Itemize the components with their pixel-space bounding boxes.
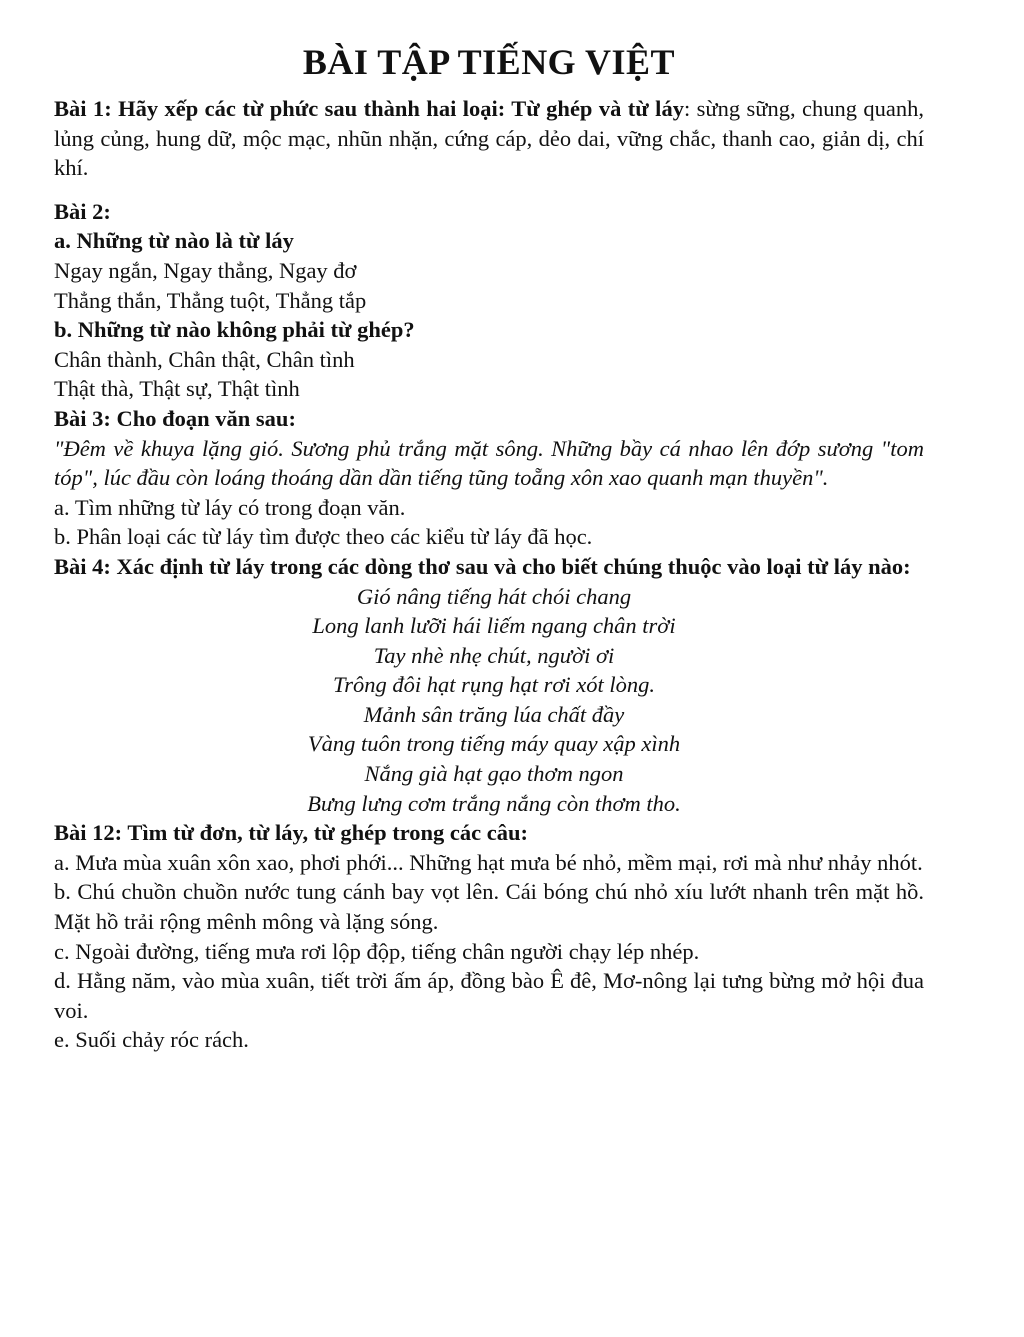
poem-line: Long lanh lưỡi hái liếm ngang chân trời	[312, 613, 676, 639]
exercise-12c: c. Ngoài đường, tiếng mưa rơi lộp độp, tiếng chân người chạy lép nhép.	[54, 938, 700, 964]
exercise-2a-question: a. Những từ nào là từ láy	[54, 228, 294, 254]
exercise-2a-line-2: Thẳng thắn, Thẳng tuột, Thẳng tắp	[54, 287, 367, 313]
exercise-3-heading: Bài 3: Cho đoạn văn sau:	[54, 405, 296, 431]
poem-line: Gió nâng tiếng hát chói chang	[356, 583, 632, 609]
exercise-4	[54, 552, 924, 582]
exercise-4-prompt: : Xác định từ láy trong các dòng thơ sau và cho biết chúng thuộc vào loại từ láy nào:	[103, 553, 911, 579]
page-title: BÀI TẬP TIẾNG VIỆT	[302, 42, 676, 82]
poem-line: Mảnh sân trăng lúa chất đầy	[363, 701, 625, 727]
exercise-3-passage: "Đêm về khuya lặng gió. Sương phủ trắng mặt sông. Những bầy cá nhao lên đớp sương "tom tóp", lúc đầu còn loáng thoáng dần dần tiếng tũng toẵng xôn xao quanh mạn thuyền".	[54, 435, 924, 491]
exercise-2a-line-1: Ngay ngắn, Ngay thẳng, Ngay đơ	[54, 257, 357, 283]
spacer	[54, 183, 924, 197]
poem-line: Bưng lưng cơm trắng nắng còn thơm tho.	[307, 790, 681, 816]
exercise-1	[54, 94, 924, 183]
exercise-12d: d. Hằng năm, vào mùa xuân, tiết trời ấm áp, đồng bào Ê đê, Mơ-nông lại tưng bừng mở hội đua voi.	[54, 968, 924, 1023]
poem-line: Tay nhè nhẹ chút, người ơi	[373, 642, 615, 668]
poem	[54, 582, 924, 819]
exercise-3a: a. Tìm những từ láy có trong đoạn văn.	[54, 494, 406, 520]
exercise-12a: a. Mưa mùa xuân xôn xao, phơi phới... Những hạt mưa bé nhỏ, mềm mại, rơi mà như nhảy nhót.	[54, 849, 923, 875]
exercise-2b-line-1: Chân thành, Chân thật, Chân tình	[54, 346, 355, 372]
exercise-1-prompt: : Hãy xếp các từ phức sau thành hai loại: Từ ghép và từ láy	[104, 96, 684, 121]
poem-line: Trông đôi hạt rụng hạt rơi xót lòng.	[332, 672, 656, 698]
exercise-2b-question: b. Những từ nào không phải từ ghép?	[54, 317, 415, 343]
exercise-1-words: : sừng sững, chung quanh, lủng củng, hung dữ, mộc mạc, nhũn nhặn, cứng cáp, dẻo dai, vững chắc, thanh cao, giản dị, chí khí.	[54, 96, 925, 181]
exercise-2b-line-2: Thật thà, Thật sự, Thật tình	[54, 376, 300, 402]
poem-line: Vàng tuôn trong tiếng máy quay xập xình	[307, 731, 681, 757]
exercise-1-label: Bài 1	[54, 96, 105, 121]
exercise-12b: b. Chú chuồn chuồn nước tung cánh bay vọt lên. Cái bóng chú nhỏ xíu lướt nhanh trên mặt hồ. Mặt hồ trải rộng mênh mông và lặng sóng.	[54, 879, 924, 935]
exercise-4-label: Bài 4	[54, 553, 104, 579]
exercise-2-heading: Bài 2:	[54, 198, 111, 224]
exercise-3b: b. Phân loại các từ láy tìm được theo các kiểu từ láy đã học.	[54, 524, 593, 550]
poem-line: Nắng già hạt gạo thơm ngon	[364, 761, 624, 787]
worksheet-page	[54, 40, 924, 1055]
exercise-12e: e. Suối chảy róc rách.	[54, 1027, 249, 1053]
exercise-12-heading: Bài 12: Tìm từ đơn, từ láy, từ ghép trong các câu:	[54, 820, 529, 846]
